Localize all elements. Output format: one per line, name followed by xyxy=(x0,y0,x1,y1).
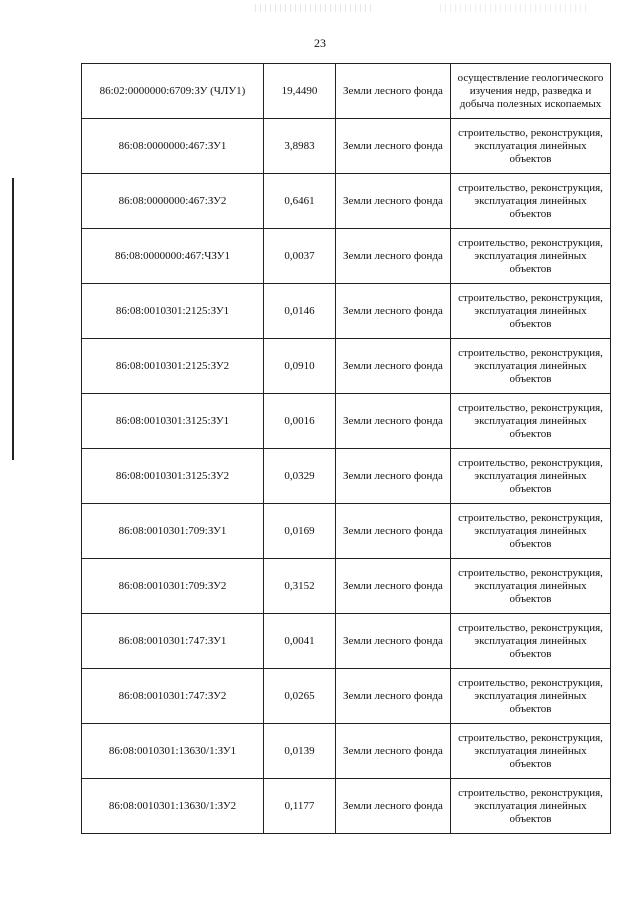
land-category-cell: Земли лесного фонда xyxy=(336,119,451,174)
land-category-cell: Земли лесного фонда xyxy=(336,504,451,559)
cadastral-number-cell: 86:08:0010301:747:ЗУ2 xyxy=(82,669,264,724)
table-row xyxy=(82,779,611,834)
permitted-use-cell: строительство, реконструкция, эксплуатация линейных объектов xyxy=(451,779,611,834)
area-cell: 3,8983 xyxy=(264,119,336,174)
land-plots-table xyxy=(81,63,611,834)
cadastral-number-cell: 86:08:0010301:709:ЗУ1 xyxy=(82,504,264,559)
cadastral-number-cell: 86:08:0010301:709:ЗУ2 xyxy=(82,559,264,614)
permitted-use-cell: строительство, реконструкция, эксплуатация линейных объектов xyxy=(451,119,611,174)
land-category-cell: Земли лесного фонда xyxy=(336,669,451,724)
permitted-use-cell: строительство, реконструкция, эксплуатация линейных объектов xyxy=(451,669,611,724)
area-cell: 0,6461 xyxy=(264,174,336,229)
cadastral-number-cell: 86:08:0010301:747:ЗУ1 xyxy=(82,614,264,669)
permitted-use-cell: строительство, реконструкция, эксплуатация линейных объектов xyxy=(451,724,611,779)
table-row xyxy=(82,64,611,119)
area-cell: 0,3152 xyxy=(264,559,336,614)
table-row xyxy=(82,559,611,614)
permitted-use-cell: строительство, реконструкция, эксплуатация линейных объектов xyxy=(451,284,611,339)
land-category-cell: Земли лесного фонда xyxy=(336,284,451,339)
area-cell: 0,0146 xyxy=(264,284,336,339)
land-category-cell: Земли лесного фонда xyxy=(336,394,451,449)
area-cell: 0,0910 xyxy=(264,339,336,394)
table-row xyxy=(82,284,611,339)
cadastral-number-cell: 86:08:0010301:3125:ЗУ1 xyxy=(82,394,264,449)
table-row xyxy=(82,339,611,394)
area-cell: 0,0037 xyxy=(264,229,336,284)
permitted-use-cell: строительство, реконструкция, эксплуатация линейных объектов xyxy=(451,559,611,614)
scan-noise xyxy=(440,4,590,12)
table-row xyxy=(82,504,611,559)
permitted-use-cell: осуществление геологического изучения недр, разведка и добыча полезных ископаемых xyxy=(451,64,611,119)
table-row xyxy=(82,229,611,284)
cadastral-number-cell: 86:02:0000000:6709:ЗУ (ЧЛУ1) xyxy=(82,64,264,119)
permitted-use-cell: строительство, реконструкция, эксплуатация линейных объектов xyxy=(451,449,611,504)
table-row xyxy=(82,669,611,724)
area-cell: 0,0265 xyxy=(264,669,336,724)
permitted-use-cell: строительство, реконструкция, эксплуатация линейных объектов xyxy=(451,504,611,559)
land-category-cell: Земли лесного фонда xyxy=(336,724,451,779)
cadastral-number-cell: 86:08:0010301:3125:ЗУ2 xyxy=(82,449,264,504)
permitted-use-cell: строительство, реконструкция, эксплуатация линейных объектов xyxy=(451,174,611,229)
land-category-cell: Земли лесного фонда xyxy=(336,779,451,834)
cadastral-number-cell: 86:08:0010301:13630/1:ЗУ2 xyxy=(82,779,264,834)
area-cell: 19,4490 xyxy=(264,64,336,119)
cadastral-number-cell: 86:08:0010301:2125:ЗУ1 xyxy=(82,284,264,339)
cadastral-number-cell: 86:08:0000000:467:ЗУ1 xyxy=(82,119,264,174)
area-cell: 0,0041 xyxy=(264,614,336,669)
permitted-use-cell: строительство, реконструкция, эксплуатация линейных объектов xyxy=(451,614,611,669)
permitted-use-cell: строительство, реконструкция, эксплуатация линейных объектов xyxy=(451,339,611,394)
table-row xyxy=(82,394,611,449)
area-cell: 0,0016 xyxy=(264,394,336,449)
land-category-cell: Земли лесного фонда xyxy=(336,559,451,614)
page-number: 23 xyxy=(314,36,326,50)
permitted-use-cell: строительство, реконструкция, эксплуатация линейных объектов xyxy=(451,229,611,284)
scan-noise xyxy=(255,4,375,12)
land-category-cell: Земли лесного фонда xyxy=(336,614,451,669)
table-row xyxy=(82,119,611,174)
area-cell: 0,1177 xyxy=(264,779,336,834)
land-category-cell: Земли лесного фонда xyxy=(336,64,451,119)
land-category-cell: Земли лесного фонда xyxy=(336,339,451,394)
table-row xyxy=(82,449,611,504)
land-category-cell: Земли лесного фонда xyxy=(336,229,451,284)
cadastral-number-cell: 86:08:0010301:2125:ЗУ2 xyxy=(82,339,264,394)
land-category-cell: Земли лесного фонда xyxy=(336,449,451,504)
cadastral-number-cell: 86:08:0010301:13630/1:ЗУ1 xyxy=(82,724,264,779)
table-row xyxy=(82,614,611,669)
table-body xyxy=(82,64,611,834)
area-cell: 0,0329 xyxy=(264,449,336,504)
table-row xyxy=(82,174,611,229)
permitted-use-cell: строительство, реконструкция, эксплуатация линейных объектов xyxy=(451,394,611,449)
cadastral-number-cell: 86:08:0000000:467:ЧЗУ1 xyxy=(82,229,264,284)
scan-margin-mark xyxy=(12,178,14,460)
cadastral-number-cell: 86:08:0000000:467:ЗУ2 xyxy=(82,174,264,229)
table-row xyxy=(82,724,611,779)
area-cell: 0,0169 xyxy=(264,504,336,559)
land-category-cell: Земли лесного фонда xyxy=(336,174,451,229)
area-cell: 0,0139 xyxy=(264,724,336,779)
